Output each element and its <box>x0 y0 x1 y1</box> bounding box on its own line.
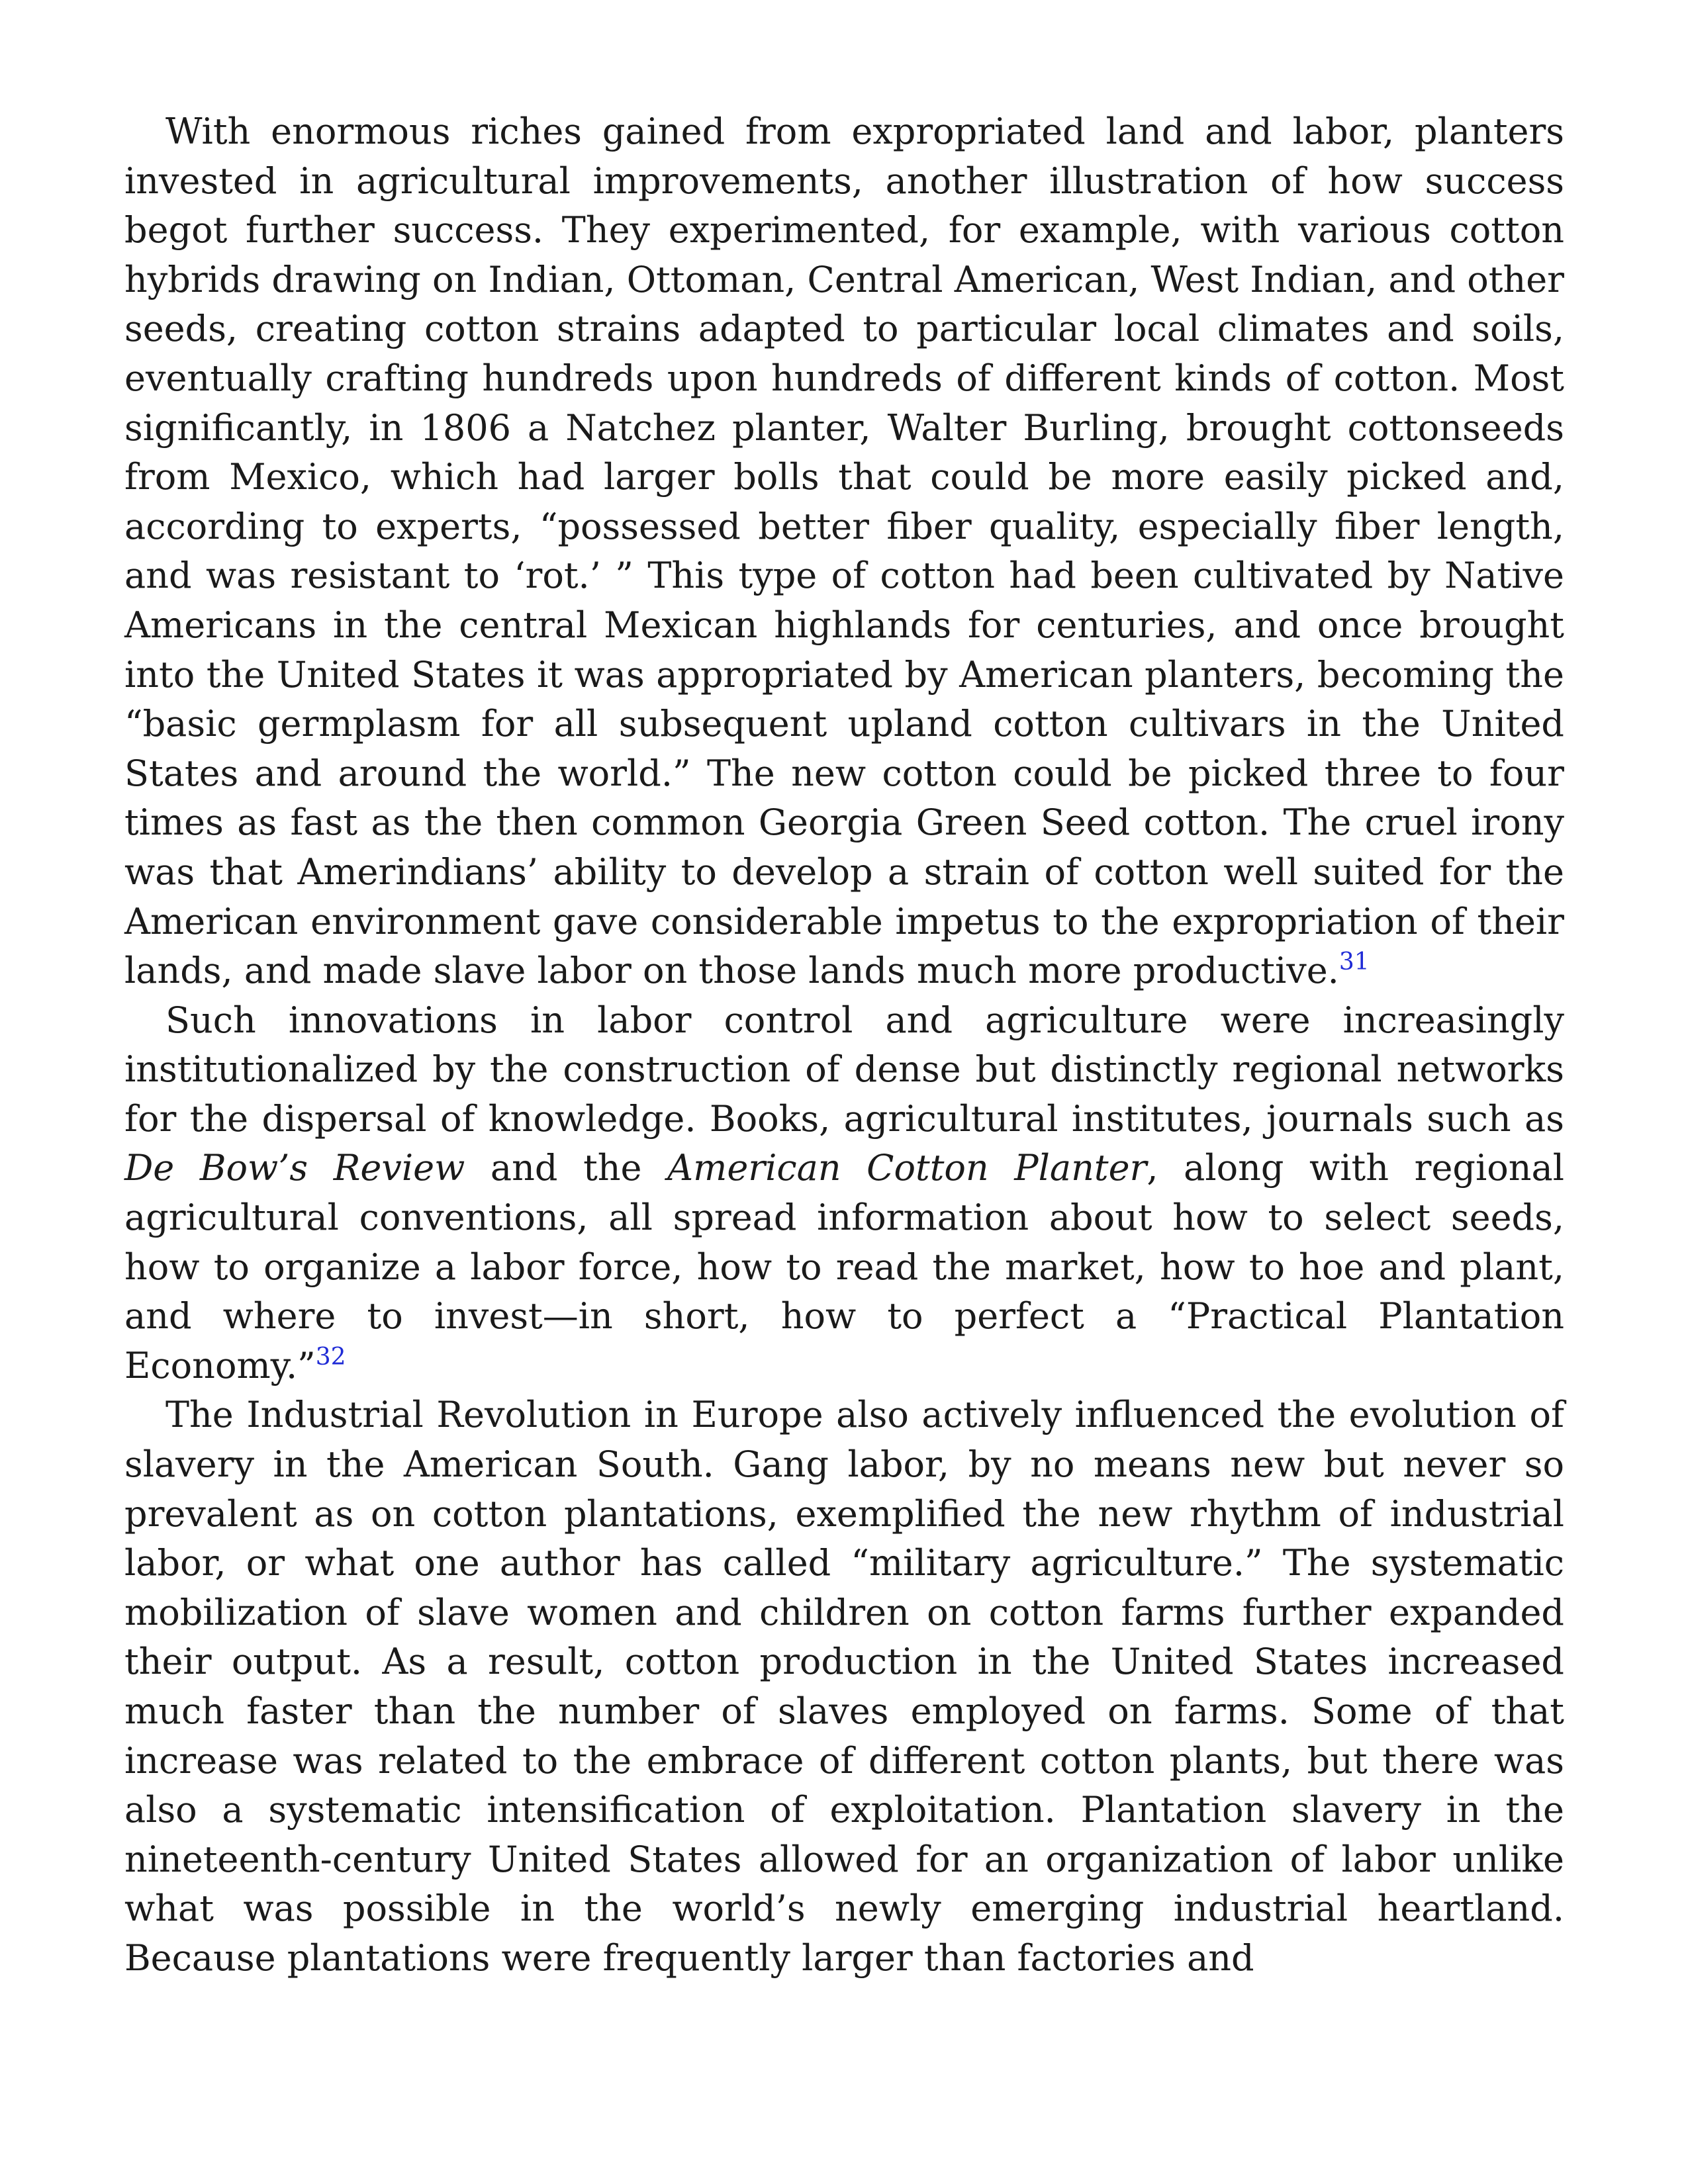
paragraph-text: , along with regional agricultural conventions, all spread information about how to select seeds, how to organize a labor force, how to read the market, how to hoe and plant, and where to invest—in short, how to perfect a “Practical Plantation Economy.” <box>124 1147 1564 1387</box>
paragraph-cotton-hybrids <box>124 107 1564 996</box>
paragraph-industrial-revolution <box>124 1390 1564 1983</box>
footnote-link-31[interactable]: 31 <box>1338 948 1370 976</box>
journal-title-de-bows-review: De Bow’s Review <box>124 1147 465 1189</box>
journal-title-american-cotton-planter: American Cotton Planter <box>667 1147 1147 1189</box>
paragraph-text: and the <box>465 1147 668 1189</box>
footnote-link-32[interactable]: 32 <box>315 1343 346 1371</box>
paragraph-text: Such innovations in labor control and agriculture were increasingly institutionalized by the construction of dense but distinctly regional networks for the dispersal of knowledge. Books, agricultural institutes, journals such as <box>124 999 1564 1140</box>
paragraph-knowledge-networks <box>124 996 1564 1391</box>
paragraph-text: The Industrial Revolution in Europe also actively influenced the evolution of slavery in the American South. Gang labor, by no means new but never so prevalent as on cotton plantations, exemplified the new rhythm of industrial labor, or what one author has called “military agriculture.” The systematic mobilization of slave women and children on cotton farms further expanded their output. As a result, cotton production in the United States increased much faster than the number of slaves employed on farms. Some of that increase was related to the embrace of different cotton plants, but there was also a systematic intensification of exploitation. Plantation slavery in the nineteenth-century United States allowed for an organization of labor unlike what was possible in the world’s newly emerging industrial heartland. Because plantations were frequently larger than factories and <box>124 1394 1564 1979</box>
book-page <box>124 107 1564 1983</box>
paragraph-text: With enormous riches gained from expropriated land and labor, planters invested in agricultural improvements, another illustration of how success begot further success. They experimented, for example, with various cotton hybrids drawing on Indian, Ottoman, Central American, West Indian, and other seeds, creating cotton strains adapted to particular local climates and soils, eventually crafting hundreds upon hundreds of different kinds of cotton. Most significantly, in 1806 a Natchez planter, Walter Burling, brought cottonseeds from Mexico, which had larger bolls that could be more easily picked and, according to experts, “possessed better fiber quality, especially fiber length, and was resistant to ‘rot.’ ” This type of cotton had been cultivated by Native Americans in the central Mexican highlands for centuries, and once brought into the United States it was appropriated by American planters, becoming the “basic germplasm for all subsequent upland cotton cultivars in the United States and around the world.” The new cotton could be picked three to four times as fast as the then common Georgia Green Seed cotton. The cruel irony was that Amerindians’ ability to develop a strain of cotton well suited for the American environment gave considerable impetus to the expropriation of their lands, and made slave labor on those lands much more productive. <box>124 111 1564 992</box>
